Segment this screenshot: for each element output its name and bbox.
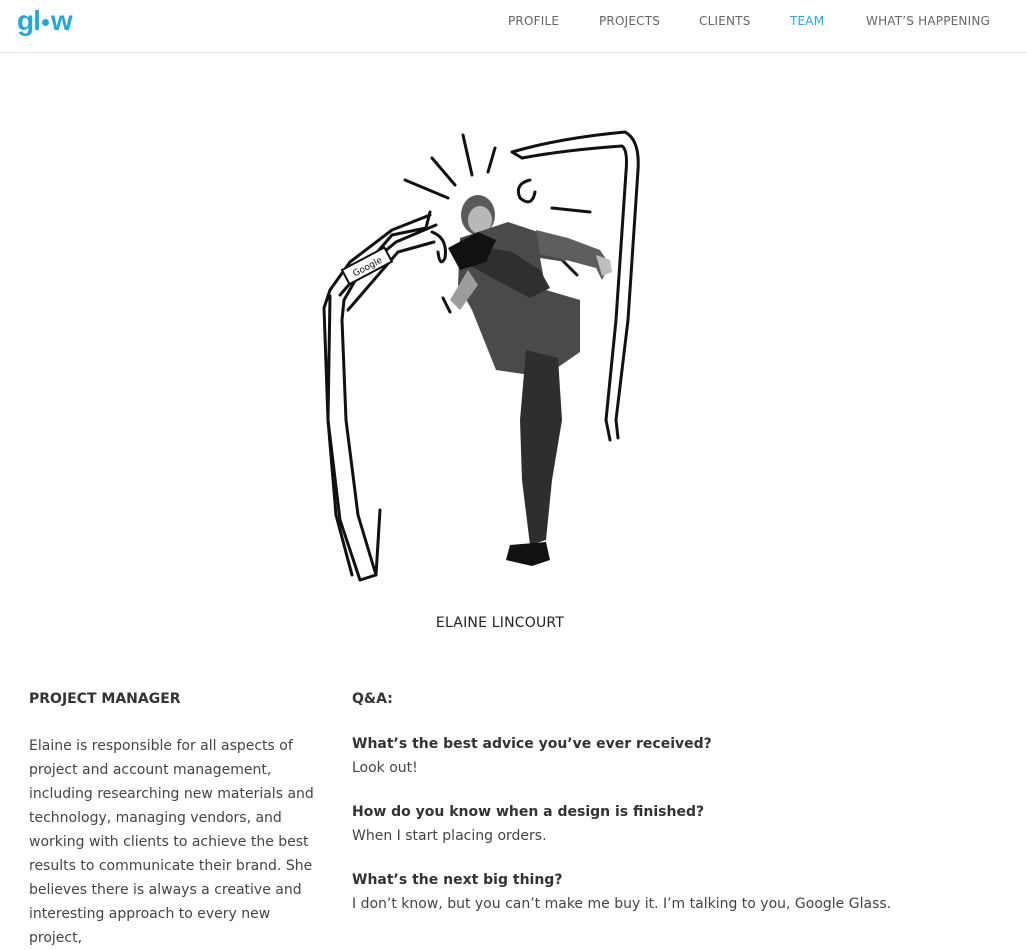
figure-sign-text: Google (351, 255, 385, 280)
nav-projects[interactable]: PROJECTS (599, 14, 661, 28)
site-header (0, 0, 1027, 53)
nav-profile[interactable]: PROFILE (508, 14, 560, 28)
qa-heading: Q&A: (352, 691, 393, 707)
qa-answer: Look out! (352, 760, 418, 776)
member-role: PROJECT MANAGER (29, 691, 181, 707)
logo-text-right: w (50, 5, 72, 36)
qa-item (352, 800, 992, 848)
nav-team[interactable]: TEAM (790, 14, 825, 28)
logo-dot-icon (42, 19, 49, 26)
qa-question: What’s the next big thing? (352, 872, 563, 888)
qa-question: What’s the best advice you’ve ever received? (352, 736, 712, 752)
member-name: ELAINE LINCOURT (435, 615, 565, 631)
logo-text-left: gl (17, 5, 40, 36)
qa-item (352, 732, 992, 780)
nav-whats-happening[interactable]: WHAT’S HAPPENING (866, 14, 991, 28)
qa-item (352, 868, 992, 916)
qa-answer: I don’t know, but you can’t make me buy it. I’m talking to you, Google Glass. (352, 896, 892, 912)
member-bio: Elaine is responsible for all aspects of project and account management, including researching new materials and technology, managing vendors, and working with clients to achieve the best results to communicate their brand. She believes there is always a creative and interesting approach to every new project, (29, 738, 314, 946)
qa-question: How do you know when a design is finished? (352, 804, 705, 820)
team-member-illustration (300, 120, 660, 590)
nav-clients[interactable]: CLIENTS (699, 14, 751, 28)
glow-logo[interactable] (17, 4, 72, 38)
qa-answer: When I start placing orders. (352, 828, 547, 844)
